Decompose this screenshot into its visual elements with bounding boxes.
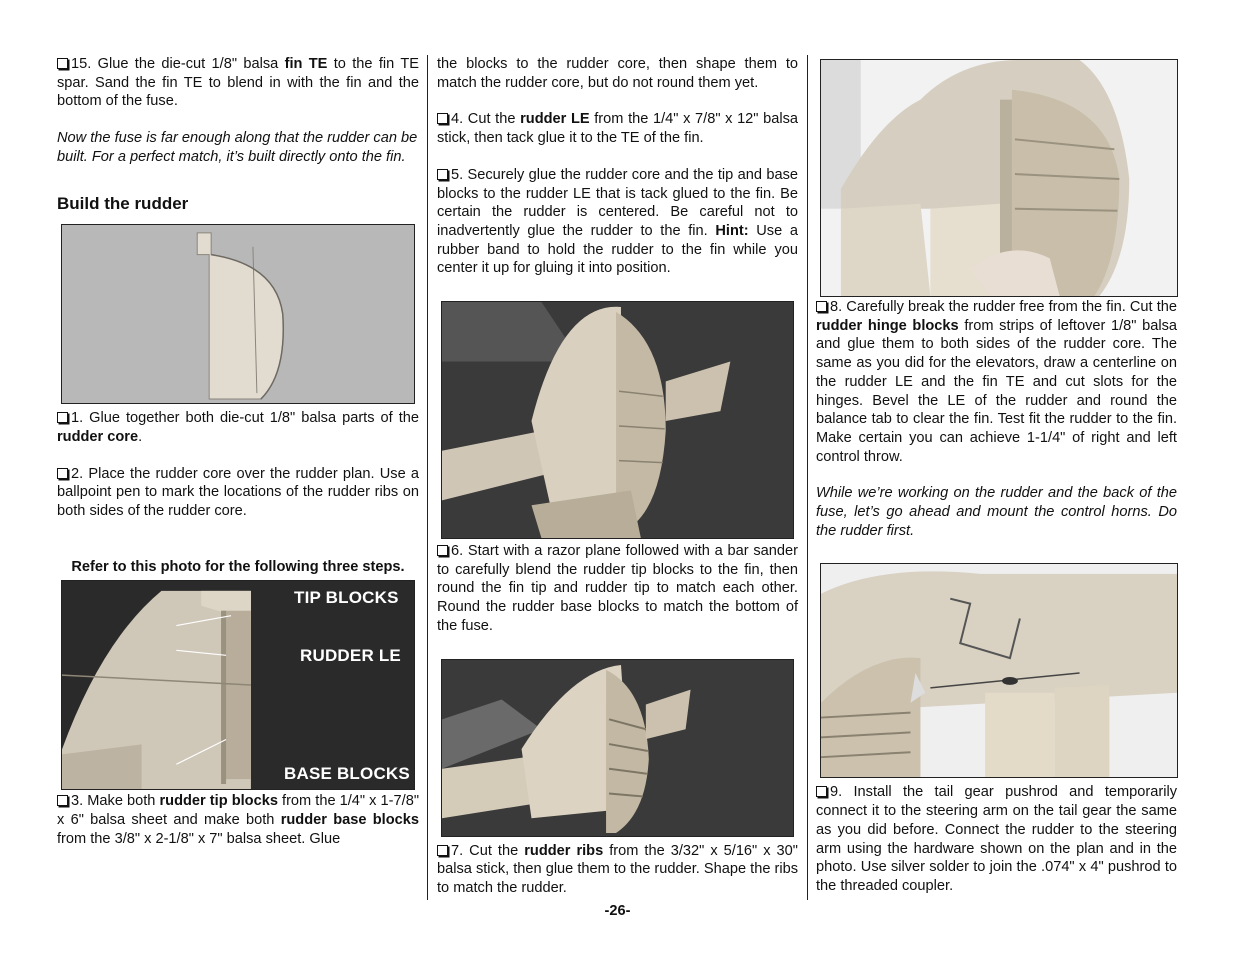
- label-tip-blocks: TIP BLOCKS: [294, 588, 399, 608]
- step-3-continued: the blocks to the rudder core, then shape them to match the rudder core, but do not round them yet.: [437, 56, 798, 91]
- step-3: 3. Make both rudder tip blocks from the 1/4" x 1-7/8" x 6" balsa sheet and make both rudder base blocks from the 3/8" x 2-1/8" x 7" balsa sheet. Glue: [57, 793, 419, 847]
- step-15: 15. Glue the die-cut 1/8" balsa fin TE to the fin TE spar. Sand the fin TE to blend in with the fin and the bottom of the fuse.: [57, 56, 419, 110]
- section-heading: Build the rudder: [57, 193, 189, 213]
- step-2: 2. Place the rudder core over the rudder plan. Use a ballpoint pen to mark the locations of the rudder ribs on both sides of the rudder core.: [57, 465, 419, 520]
- step-6: 6. Start with a razor plane followed with a bar sander to carefully blend the rudder tip blocks to the fin, then round the fin tip and rudder tip to match each other. Round the rudder base blocks to match the bottom of the fuse.: [437, 543, 798, 634]
- photo-caption: Refer to this photo for the following three steps.: [71, 558, 405, 575]
- photo-rudder-hinge: [820, 59, 1178, 297]
- note-rudder-intro: Now the fuse is far enough along that the rudder can be built. For a perfect match, it’s built directly onto the fin.: [57, 130, 418, 165]
- column-rule-right: [807, 55, 808, 900]
- step-8: 8. Carefully break the rudder free from the fin. Cut the rudder hinge blocks from strips of leftover 1/8" balsa and glue them to both sides of the rudder core. The same as you did for the elevators, draw a centerline on the rudder LE and the fin TE and cut slots for the hinges. Bevel the LE of the rudder and round the balance tab to clear the fin. Test fit the rudder to the fin. Make certain you can achieve 1-1/4" of right and left control throw.: [816, 299, 1177, 465]
- checkbox-icon[interactable]: [57, 468, 68, 479]
- checkbox-icon[interactable]: [437, 545, 448, 556]
- note-control-horns: While we’re working on the rudder and the back of the fuse, let’s go ahead and mount the control horns. Do the rudder first.: [816, 485, 1177, 539]
- label-base-blocks: BASE BLOCKS: [284, 764, 410, 784]
- checkbox-icon[interactable]: [437, 113, 448, 124]
- column-1: [57, 55, 419, 849]
- column-rule-left: [427, 55, 428, 900]
- photo-rudder-blocks: [61, 580, 415, 790]
- checkbox-icon[interactable]: [57, 58, 68, 69]
- checkbox-icon[interactable]: [816, 786, 827, 797]
- column-2: [437, 55, 798, 898]
- step-1: 1. Glue together both die-cut 1/8" balsa parts of the rudder core.: [57, 410, 419, 445]
- photo-tail-gear: [820, 563, 1178, 778]
- label-rudder-le: RUDDER LE: [300, 646, 401, 666]
- checkbox-icon[interactable]: [816, 301, 827, 312]
- step-9: 9. Install the tail gear pushrod and temporarily connect it to the steering arm on the tail gear the same as you did before. Connect the rudder to the steering arm using the hardware shown on the plan and in the photo. Use silver solder to join the .074" x 4" pushrod to the threaded coupler.: [816, 784, 1177, 894]
- column-3: [816, 55, 1177, 896]
- step-5: 5. Securely glue the rudder core and the tip and base blocks to the rudder LE that is tack glued to the fin. Be certain the rudder is centered. Be careful not to inadvertently glue the rudder to the fin. Hint: Use a rubber band to hold the rudder to the fin while you center it up for gluing it into position.: [437, 166, 798, 277]
- photo-rudder-ribs: [441, 659, 794, 837]
- checkbox-icon[interactable]: [437, 845, 448, 856]
- step-4: 4. Cut the rudder LE from the 1/4" x 7/8" x 12" balsa stick, then tack glue it to the TE of the fin.: [437, 111, 799, 147]
- checkbox-icon[interactable]: [437, 169, 448, 180]
- photo-rudder-shaping: [441, 301, 794, 539]
- checkbox-icon[interactable]: [57, 795, 68, 806]
- checkbox-icon[interactable]: [57, 412, 68, 423]
- photo-rudder-core: [61, 224, 415, 404]
- step-7: 7. Cut the rudder ribs from the 3/32" x 5/16" x 30" balsa stick, then glue them to the rudder. Shape the ribs to match the rudder.: [437, 842, 799, 896]
- page-number: -26-: [604, 903, 631, 919]
